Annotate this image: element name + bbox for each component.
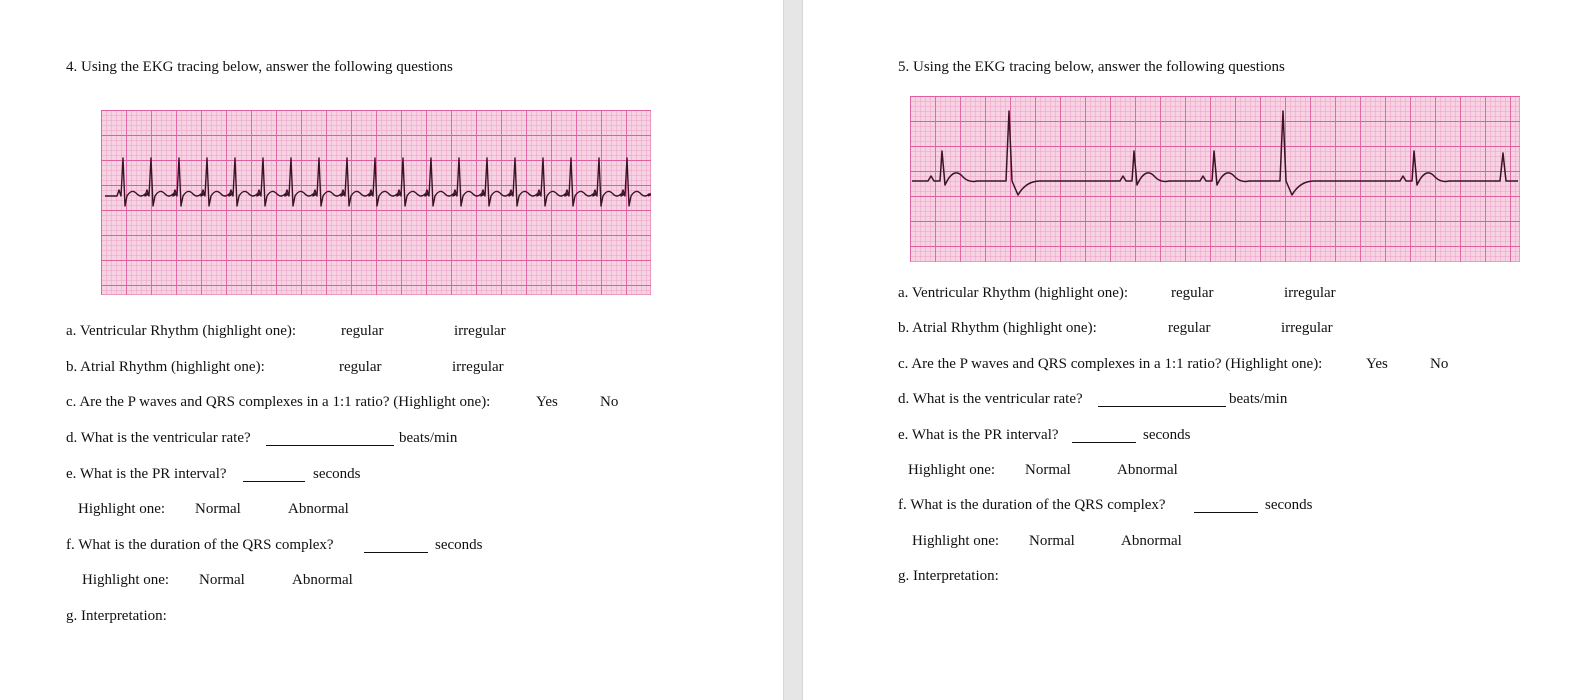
ekg-paper xyxy=(910,96,1520,262)
q4-f-answer-blank[interactable] xyxy=(364,552,428,553)
q4-f-highlight-label: Highlight one: xyxy=(82,572,170,588)
q4-a-label: a. Ventricular Rhythm (highlight one): xyxy=(66,323,297,339)
q4-e-answer-blank[interactable] xyxy=(243,481,305,482)
q4-d-answer-blank[interactable] xyxy=(266,445,394,446)
q4-e-unit: seconds xyxy=(313,466,361,482)
ekg-strip-left xyxy=(101,110,651,295)
q5-b-label: b. Atrial Rhythm (highlight one): xyxy=(898,320,1097,336)
ekg-paper xyxy=(101,110,651,295)
q4-e-label: e. What is the PR interval? xyxy=(66,466,227,482)
q5-a-option-regular[interactable]: regular xyxy=(1171,285,1214,301)
q4-g-label: g. Interpretation: xyxy=(66,608,167,624)
worksheet-page-left xyxy=(0,0,783,700)
q5-e-label: e. What is the PR interval? xyxy=(898,427,1059,443)
q5-b-option-irregular[interactable]: irregular xyxy=(1281,320,1333,336)
question-5-heading: 5. Using the EKG tracing below, answer the following questions xyxy=(898,59,1285,75)
q5-c-label: c. Are the P waves and QRS complexes in a 1:1 ratio? (Highlight one): xyxy=(898,356,1323,372)
q5-a-label: a. Ventricular Rhythm (highlight one): xyxy=(898,285,1129,301)
q5-c-option-no[interactable]: No xyxy=(1430,356,1449,372)
worksheet-page-right xyxy=(803,0,1574,700)
page-gutter xyxy=(783,0,803,700)
q4-f-option-normal[interactable]: Normal xyxy=(199,572,245,588)
q4-c-label: c. Are the P waves and QRS complexes in a 1:1 ratio? (Highlight one): xyxy=(66,394,491,410)
q4-a-option-irregular[interactable]: irregular xyxy=(454,323,506,339)
q5-e-option-normal[interactable]: Normal xyxy=(1025,462,1071,478)
q5-f-option-abnormal[interactable]: Abnormal xyxy=(1121,533,1182,549)
q5-e-highlight-label: Highlight one: xyxy=(908,462,996,478)
q5-f-answer-blank[interactable] xyxy=(1194,512,1258,513)
q4-c-option-no[interactable]: No xyxy=(600,394,619,410)
q5-f-unit: seconds xyxy=(1265,497,1313,513)
q4-d-label: d. What is the ventricular rate? xyxy=(66,430,251,446)
q4-b-option-irregular[interactable]: irregular xyxy=(452,359,504,375)
q4-e-option-abnormal[interactable]: Abnormal xyxy=(288,501,349,517)
q5-f-option-normal[interactable]: Normal xyxy=(1029,533,1075,549)
q5-f-label: f. What is the duration of the QRS complex? xyxy=(898,497,1166,513)
q5-g-label: g. Interpretation: xyxy=(898,568,999,584)
q5-e-answer-blank[interactable] xyxy=(1072,442,1136,443)
q5-d-unit: beats/min xyxy=(1229,391,1288,407)
q5-e-option-abnormal[interactable]: Abnormal xyxy=(1117,462,1178,478)
q4-f-unit: seconds xyxy=(435,537,483,553)
q4-a-option-regular[interactable]: regular xyxy=(341,323,384,339)
q4-b-option-regular[interactable]: regular xyxy=(339,359,382,375)
q5-f-highlight-label: Highlight one: xyxy=(912,533,1000,549)
q5-d-label: d. What is the ventricular rate? xyxy=(898,391,1083,407)
q5-b-option-regular[interactable]: regular xyxy=(1168,320,1211,336)
ekg-strip-right xyxy=(910,96,1520,262)
q4-e-highlight-label: Highlight one: xyxy=(78,501,166,517)
q4-d-unit: beats/min xyxy=(399,430,458,446)
q5-a-option-irregular[interactable]: irregular xyxy=(1284,285,1336,301)
q4-e-option-normal[interactable]: Normal xyxy=(195,501,241,517)
q4-c-option-yes[interactable]: Yes xyxy=(536,394,558,410)
q5-e-unit: seconds xyxy=(1143,427,1191,443)
q4-f-option-abnormal[interactable]: Abnormal xyxy=(292,572,353,588)
q4-f-label: f. What is the duration of the QRS complex? xyxy=(66,537,334,553)
q4-b-label: b. Atrial Rhythm (highlight one): xyxy=(66,359,265,375)
question-4-heading: 4. Using the EKG tracing below, answer the following questions xyxy=(66,59,453,75)
q5-d-answer-blank[interactable] xyxy=(1098,406,1226,407)
q5-c-option-yes[interactable]: Yes xyxy=(1366,356,1388,372)
